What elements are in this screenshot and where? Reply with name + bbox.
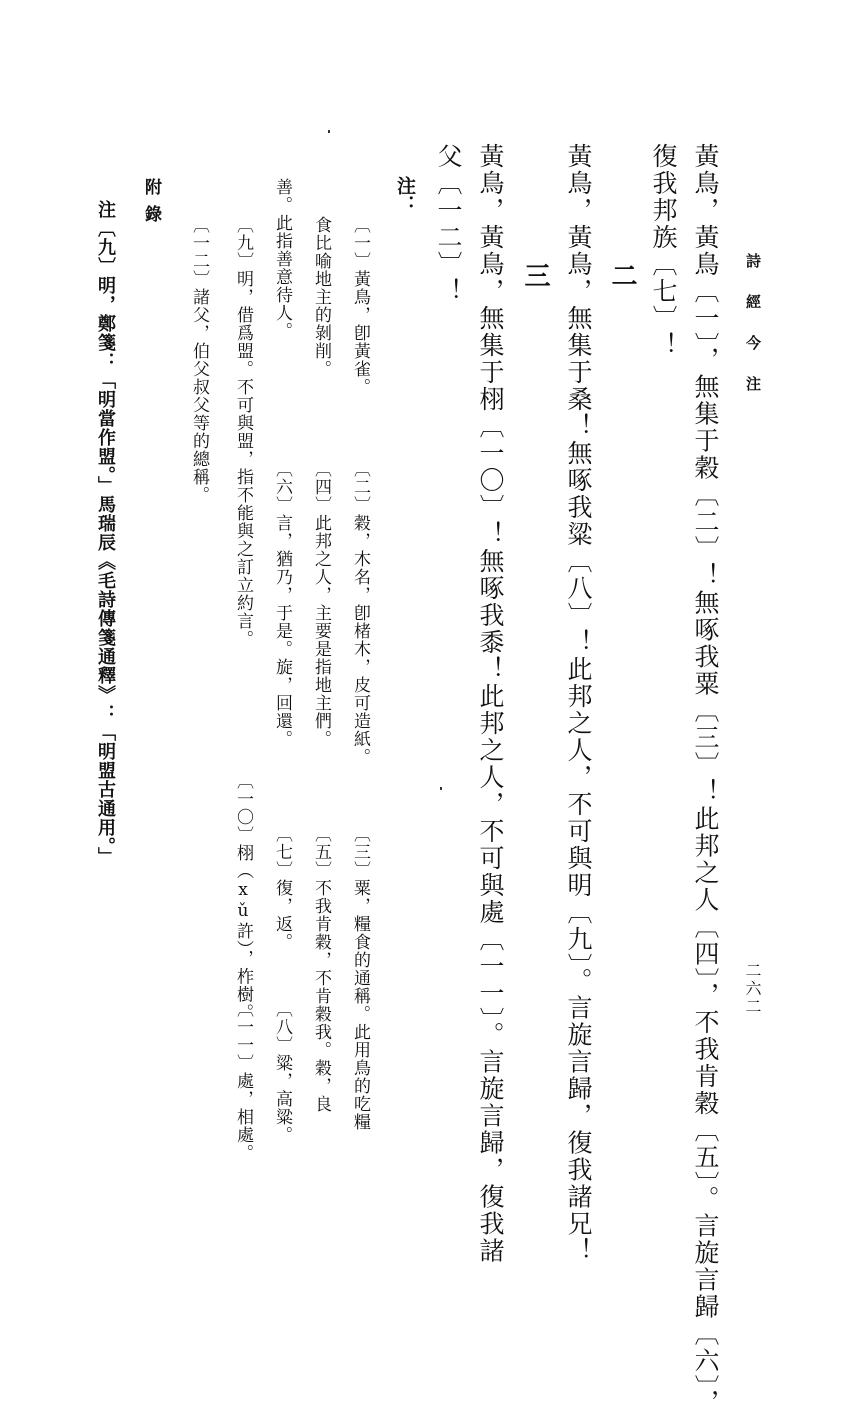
note-1: 〔一〕黃鳥，卽黃雀。 [350, 216, 370, 396]
note-7: 〔七〕復，返。 [272, 825, 292, 951]
note-5: 〔五〕不我肯穀，不肯穀我。穀，良 [311, 825, 331, 1113]
note-3-continued: 食比喻地主的剝削。 [311, 216, 331, 378]
note-4: 〔四〕此邦之人，主要是指地主們。 [311, 460, 331, 748]
notes-heading: 注： [394, 176, 416, 214]
note-2: 〔二〕穀，木名，卽楮木，皮可造紙。 [350, 460, 370, 766]
poem-stanza-2-line-1: 黃鳥，黃鳥，無集于桑！無啄我粱〔八〕！此邦之人，不可與明〔九〕。言旋言歸，復我諸兄！ [564, 143, 593, 1265]
appendix-heading: 附錄 [141, 178, 161, 232]
stanza-number-3: 三 [520, 262, 550, 288]
page-number: 二六二 [743, 962, 762, 1016]
print-speck [328, 130, 330, 133]
note-10: 〔一〇〕栩（xǔ許），柞樹。 [233, 772, 253, 1022]
running-header-title: 詩經今注 [744, 253, 762, 417]
print-speck [440, 787, 442, 790]
poem-stanza-3-line-2: 父〔一二〕！ [434, 143, 463, 305]
stanza-number-2: 二 [607, 262, 637, 288]
appendix-text: 注〔九〕明，鄭箋：「明當作盟。」馬瑞辰《毛詩傳箋通釋》：「明盟古通用。」 [95, 200, 116, 866]
note-12: 〔一二〕諸父，伯父叔父等的總稱。 [189, 216, 209, 504]
note-8: 〔八〕粱，高粱。 [272, 1000, 292, 1144]
note-11: 〔一一〕處，相處。 [233, 1000, 253, 1162]
note-3: 〔三〕粟，糧食的通稱。此用鳥的吃糧 [350, 825, 370, 1131]
note-5-continued: 善。此指善意待人。 [272, 178, 292, 340]
poem-stanza-1-line-1: 黃鳥，黃鳥〔一〕，無集于穀〔二〕！無啄我粟〔三〕！此邦之人〔四〕，不我肯穀〔五〕。言旋言歸〔六〕， [691, 143, 720, 1416]
note-9: 〔九〕明，借爲盟。不可與盟，指不能與之訂立約言。 [233, 216, 253, 648]
note-6: 〔六〕言，猶乃，于是。旋，回還。 [272, 460, 292, 748]
poem-stanza-1-line-2: 復我邦族〔七〕！ [649, 143, 678, 359]
poem-stanza-3-line-1: 黃鳥，黃鳥，無集于栩〔一〇〕！無啄我黍！此邦之人，不可與處〔一一〕。言旋言歸，復我諸 [476, 143, 505, 1265]
